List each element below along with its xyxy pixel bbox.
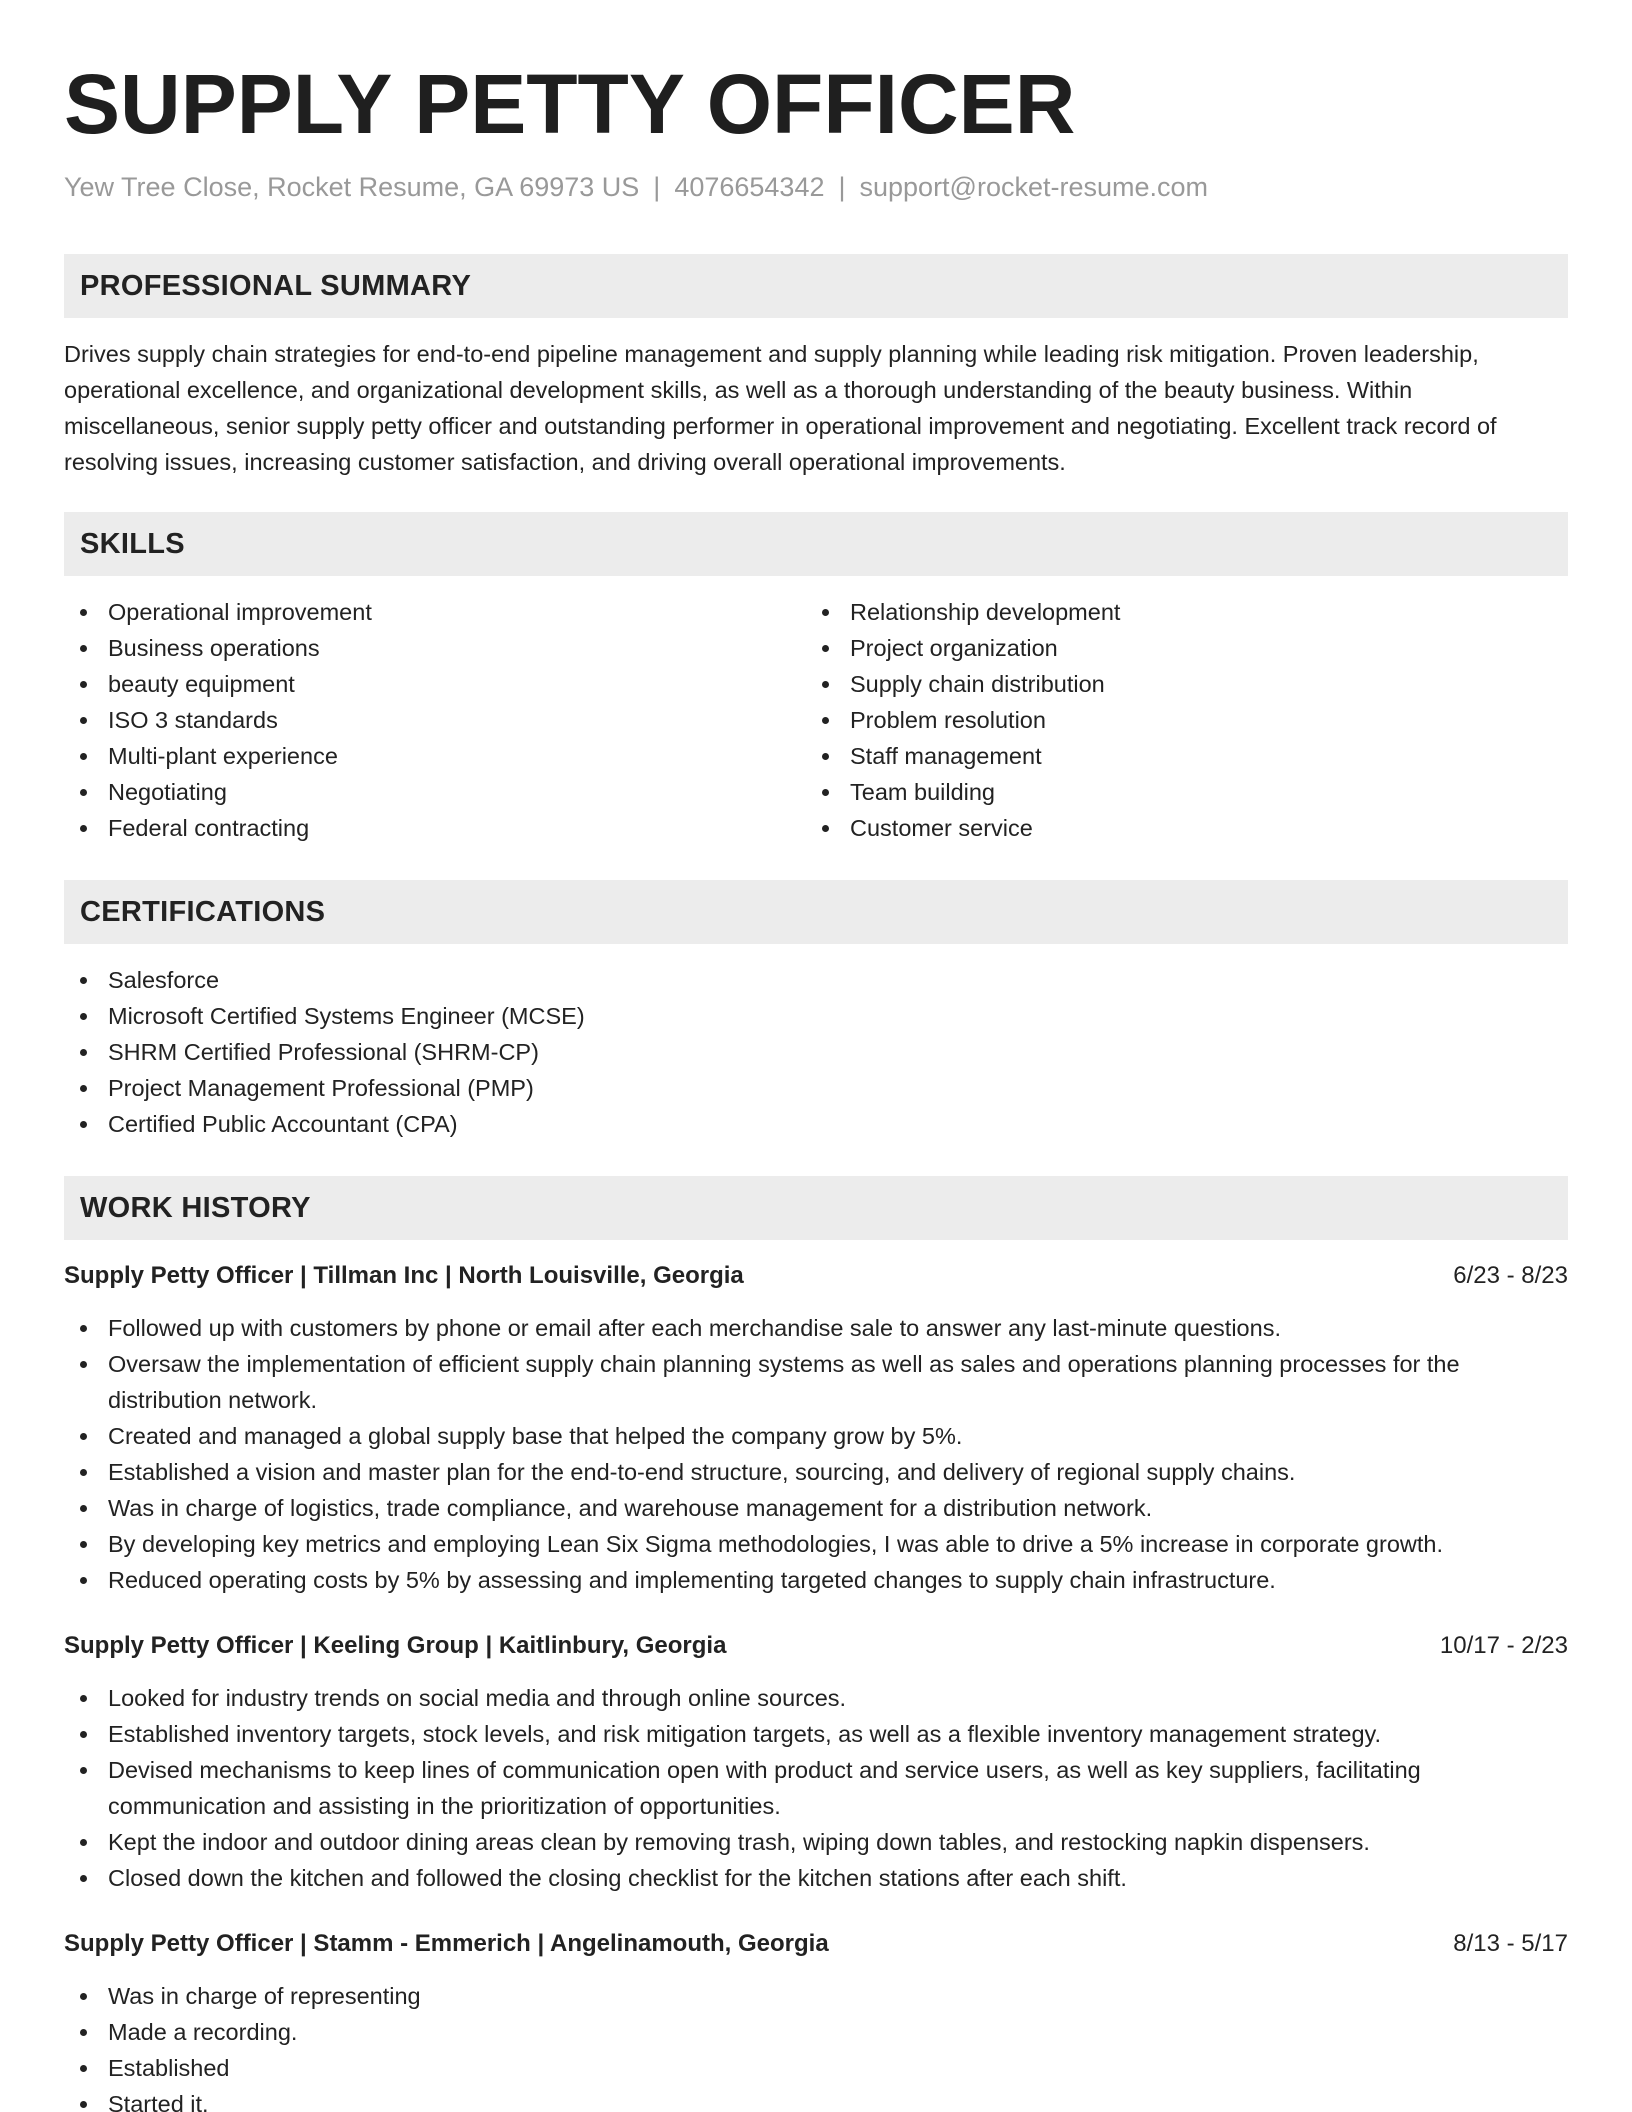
list-item: By developing key metrics and employing Lean Six Sigma methodologies, I was able to drive a 5% increase in corporate growth. [64,1526,1568,1562]
certifications-list [64,962,1568,1142]
job-entry [64,1258,1568,1598]
list-item: Federal contracting [64,810,806,846]
contact-phone: 4076654342 [674,172,825,202]
skills-column-left [64,594,806,846]
list-item: Closed down the kitchen and followed the closing checklist for the kitchen stations after each shift. [64,1860,1568,1896]
list-item: Was in charge of logistics, trade compliance, and warehouse management for a distribution network. [64,1490,1568,1526]
list-item: Team building [806,774,1548,810]
contact-separator: | [838,172,846,202]
list-item: Looked for industry trends on social media and through online sources. [64,1680,1568,1716]
work-history-section-header: WORK HISTORY [64,1176,1568,1240]
job-title: Supply Petty Officer | Tillman Inc | North Louisville, Georgia [64,1262,744,1289]
job-title: Supply Petty Officer | Stamm - Emmerich | Angelinamouth, Georgia [64,1930,829,1957]
job-dates: 6/23 - 8/23 [1453,1262,1568,1289]
contact-email: support@rocket-resume.com [859,172,1209,202]
list-item: Supply chain distribution [806,666,1548,702]
job-dates: 10/17 - 2/23 [1439,1632,1568,1659]
list-item: Certified Public Accountant (CPA) [64,1106,1568,1142]
list-item: Operational improvement [64,594,806,630]
skills-section-header: SKILLS [64,512,1568,576]
job-title-row [64,1258,1568,1294]
list-item: Project organization [806,630,1548,666]
list-item: Kept the indoor and outdoor dining areas clean by removing trash, wiping down tables, and restocking napkin dispensers. [64,1824,1568,1860]
job-bullets [64,1680,1568,1896]
list-item: Established [64,2050,1568,2086]
list-item: Oversaw the implementation of efficient supply chain planning systems as well as sales and operations planning processes for the distribution network. [64,1346,1568,1418]
list-item: Customer service [806,810,1548,846]
summary-section-header: PROFESSIONAL SUMMARY [64,254,1568,318]
list-item: SHRM Certified Professional (SHRM-CP) [64,1034,1568,1070]
contact-address: Yew Tree Close, Rocket Resume, GA 69973 US [64,172,640,202]
job-entry [64,1926,1568,2112]
list-item: Business operations [64,630,806,666]
job-dates: 8/13 - 5/17 [1453,1930,1568,1957]
list-item: Staff management [806,738,1548,774]
list-item: Multi-plant experience [64,738,806,774]
contact-line [64,170,1568,204]
job-entry [64,1628,1568,1896]
list-item: Problem resolution [806,702,1548,738]
skills-list-right [806,594,1548,846]
job-title: Supply Petty Officer | Keeling Group | Kaitlinbury, Georgia [64,1632,727,1659]
list-item: Negotiating [64,774,806,810]
resume-page [64,56,1568,2112]
job-title-row [64,1926,1568,1962]
list-item: Created and managed a global supply base that helped the company grow by 5%. [64,1418,1568,1454]
job-bullets [64,1310,1568,1598]
skills-list-left [64,594,806,846]
certifications-section-header: CERTIFICATIONS [64,880,1568,944]
summary-text: Drives supply chain strategies for end-to-end pipeline management and supply planning while leading risk mitigation. Proven leadership, operational excellence, and organizational development skills, as well as a thorough understanding of the beauty business. Within miscellaneous, senior supply petty officer and outstanding performer in operational improvement and negotiating. Excellent track record of resolving issues, increasing customer satisfaction, and driving overall operational improvements. [64,341,1497,475]
list-item: Project Management Professional (PMP) [64,1070,1568,1106]
contact-separator: | [653,172,661,202]
list-item: Established inventory targets, stock levels, and risk mitigation targets, as well as a flexible inventory management strategy. [64,1716,1568,1752]
list-item: Relationship development [806,594,1548,630]
job-bullets [64,1978,1568,2112]
skills-columns [64,594,1568,846]
list-item: Established a vision and master plan for the end-to-end structure, sourcing, and delivery of regional supply chains. [64,1454,1568,1490]
list-item: ISO 3 standards [64,702,806,738]
list-item: Reduced operating costs by 5% by assessing and implementing targeted changes to supply chain infrastructure. [64,1562,1568,1598]
list-item: Followed up with customers by phone or email after each merchandise sale to answer any last-minute questions. [64,1310,1568,1346]
list-item: Made a recording. [64,2014,1568,2050]
list-item: Salesforce [64,962,1568,998]
job-title-row [64,1628,1568,1664]
list-item: beauty equipment [64,666,806,702]
list-item: Started it. [64,2086,1568,2112]
list-item: Devised mechanisms to keep lines of communication open with product and service users, as well as key suppliers, facilitating communication and assisting in the prioritization of opportunities. [64,1752,1568,1824]
list-item: Microsoft Certified Systems Engineer (MCSE) [64,998,1568,1034]
resume-name: SUPPLY PETTY OFFICER [64,57,1076,151]
skills-column-right [806,594,1548,846]
list-item: Was in charge of representing [64,1978,1568,2014]
